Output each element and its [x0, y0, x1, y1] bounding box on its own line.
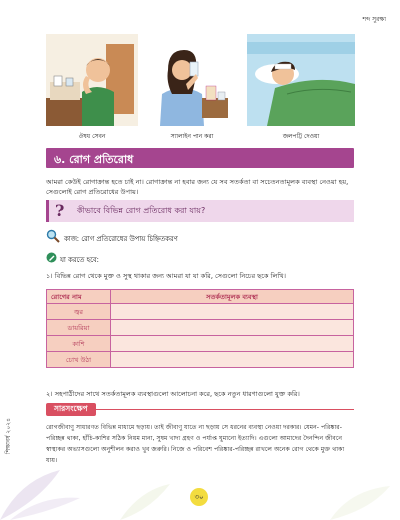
table-header-measures: সতর্কতামূলক ব্যবস্থা [111, 290, 354, 304]
task-row [46, 233, 178, 245]
disease-name: চোখ উঠা [47, 352, 111, 368]
table-header-disease: রোগের নাম [47, 290, 111, 304]
side-year-text: শিক্ষাবর্ষ ২০২৪ [5, 417, 12, 454]
measures-cell [111, 320, 354, 336]
question-band [46, 200, 354, 222]
disease-name: জ্বর [47, 304, 111, 320]
todo-row [46, 254, 99, 266]
disease-name: ডায়রিয়া [47, 320, 111, 336]
illustration-taking-medicine [46, 34, 138, 126]
task-text: কাজ: রোগ প্রতিরোধের উপায় চিহ্নিতকরণ [64, 235, 178, 243]
leaf-decoration-icon [0, 440, 400, 520]
todo-text: যা করতে হবে: [60, 256, 99, 264]
table-row [47, 320, 354, 336]
illustration-caption: স্যালাইন পান করা [170, 133, 214, 140]
summary-text: রোগজীবাণু সাধারণত বিভিন্ন মাধ্যমে ছড়ায়। তাই জীবাণু যাতে না ছড়ায় সে ধরনের ব্যবস্থা নেওয়া দরকার। যেমন- পরিষ্কার-পরিচ্ছন্ন থাকা, হাঁচি-কাশির সঠিক নিয়ম মানা, সুষম খাদ্য গ্রহণ ও পর্যাপ্ত ঘুমানো ইত্যাদি। এগুলো আমাদের দৈনন্দিন জীবনে স্বাস্থ্যকর অভ্যাসগুলো অনুশীলন করাও খুব জরুরি। নিজে ও পরিবেশ পরিষ্কার-পরিচ্ছন্ন রাখলে অনেক রোগ থেকে মুক্ত থাকা যায়। [46, 424, 345, 464]
measures-cell [111, 304, 354, 320]
intro-paragraph: আমরা কেউই রোগাক্রান্ত হতে চাই না। রোগাক্রান্ত না হবার জন্য যে সব সতর্কতা বা সচেতনতামূলক ব্যবস্থা নেওয়া হয়, সেগুলোই রোগ প্রতিরোধের উপায়। [46, 178, 349, 196]
disease-prevention-table [46, 289, 354, 368]
table-row [47, 304, 354, 320]
table-row [47, 336, 354, 352]
instruction-1: ১। বিভিন্ন রোগ থেকে মুক্ত ও সুস্থ থাকার জন্য আমরা যা যা করি, সেগুলো নিচের ছকে লিখি। [46, 272, 286, 280]
disease-name: কাশি [47, 336, 111, 352]
section-title: ৬. রোগ প্রতিরোধ [46, 148, 354, 168]
measures-cell [111, 336, 354, 352]
table-row [47, 352, 354, 368]
illustration-caption: ঔষধ সেবন [78, 133, 106, 140]
table-header-row [47, 290, 354, 304]
instruction-2: ২। সহপাঠীদের সাথে সতর্কতামূলক ব্যবস্থাগুলো আলোচনা করে, ছকে নতুন ধারণাগুলো যুক্ত করি। [46, 390, 300, 398]
summary-tag: সারসংক্ষেপ [46, 403, 96, 416]
pencil-icon [46, 252, 57, 265]
question-text: কীভাবে বিভিন্ন রোগ প্রতিরোধ করা যায়? [77, 206, 206, 215]
illustration-cold-compress [247, 34, 355, 126]
question-mark-icon: ? [55, 201, 65, 220]
page-number: ৩০ [190, 488, 208, 506]
illustration-drinking-saline [152, 34, 232, 126]
magnifier-icon [46, 229, 60, 245]
measures-cell [111, 352, 354, 368]
header-label: শব্দ সুরক্ষা [362, 16, 386, 23]
illustration-caption: জলপট্টি দেওয়া [282, 133, 320, 140]
